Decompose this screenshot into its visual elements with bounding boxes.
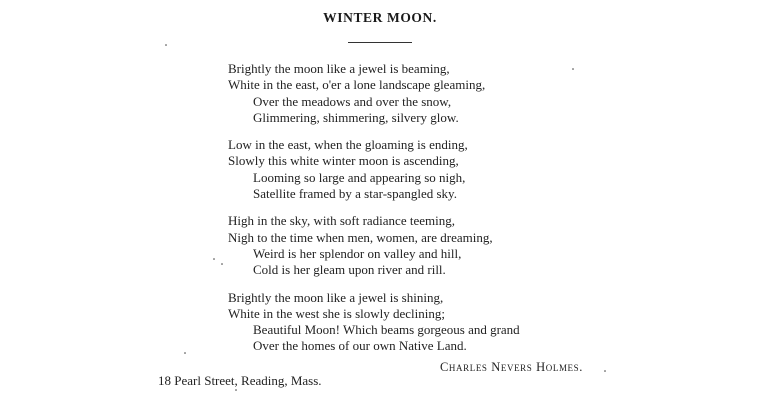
stanza [228, 213, 520, 278]
poem-title: WINTER MOON. [323, 10, 437, 25]
poem-line: Weird is her splendor on valley and hill, [253, 245, 462, 261]
stanza [228, 61, 520, 126]
poem-line: Beautiful Moon! Which beams gorgeous and grand [253, 322, 520, 338]
poem-line: Slowly this white winter moon is ascending, [228, 153, 459, 169]
poem-line: White in the east, o'er a lone landscape gleaming, [228, 77, 486, 93]
paper-speck [604, 370, 606, 372]
poem-line: High in the sky, with soft radiance teeming, [228, 213, 455, 229]
poem-line: Satellite framed by a star-spangled sky. [253, 186, 457, 202]
author-signature: Charles Nevers Holmes. [440, 360, 583, 374]
poem-line: Looming so large and appearing so nigh, [253, 169, 466, 185]
author-address: 18 Pearl Street, Reading, Mass. [158, 373, 322, 388]
paper-speck [165, 44, 167, 46]
poem-line: White in the west she is slowly declining; [228, 305, 445, 321]
poem-line: Low in the east, when the gloaming is ending, [228, 137, 468, 153]
paper-speck [184, 352, 186, 354]
poem-line: Brightly the moon like a jewel is beaming, [228, 61, 450, 76]
paper-speck [213, 258, 215, 260]
paper-speck [572, 68, 574, 70]
paper-speck [221, 263, 223, 265]
stanza [228, 290, 520, 355]
title-divider [348, 42, 412, 43]
poem-line: Cold is her gleam upon river and rill. [253, 262, 446, 278]
paper-speck [235, 389, 237, 391]
poem-line: Nigh to the time when men, women, are dreaming, [228, 229, 493, 245]
poem-line: Brightly the moon like a jewel is shining, [228, 289, 444, 305]
stanza [228, 137, 520, 202]
poem-line: Over the homes of our own Native Land. [253, 338, 467, 354]
poem-body [228, 61, 520, 366]
poem-line: Over the meadows and over the snow, [253, 93, 452, 109]
poem-line: Glimmering, shimmering, silvery glow. [253, 109, 459, 125]
